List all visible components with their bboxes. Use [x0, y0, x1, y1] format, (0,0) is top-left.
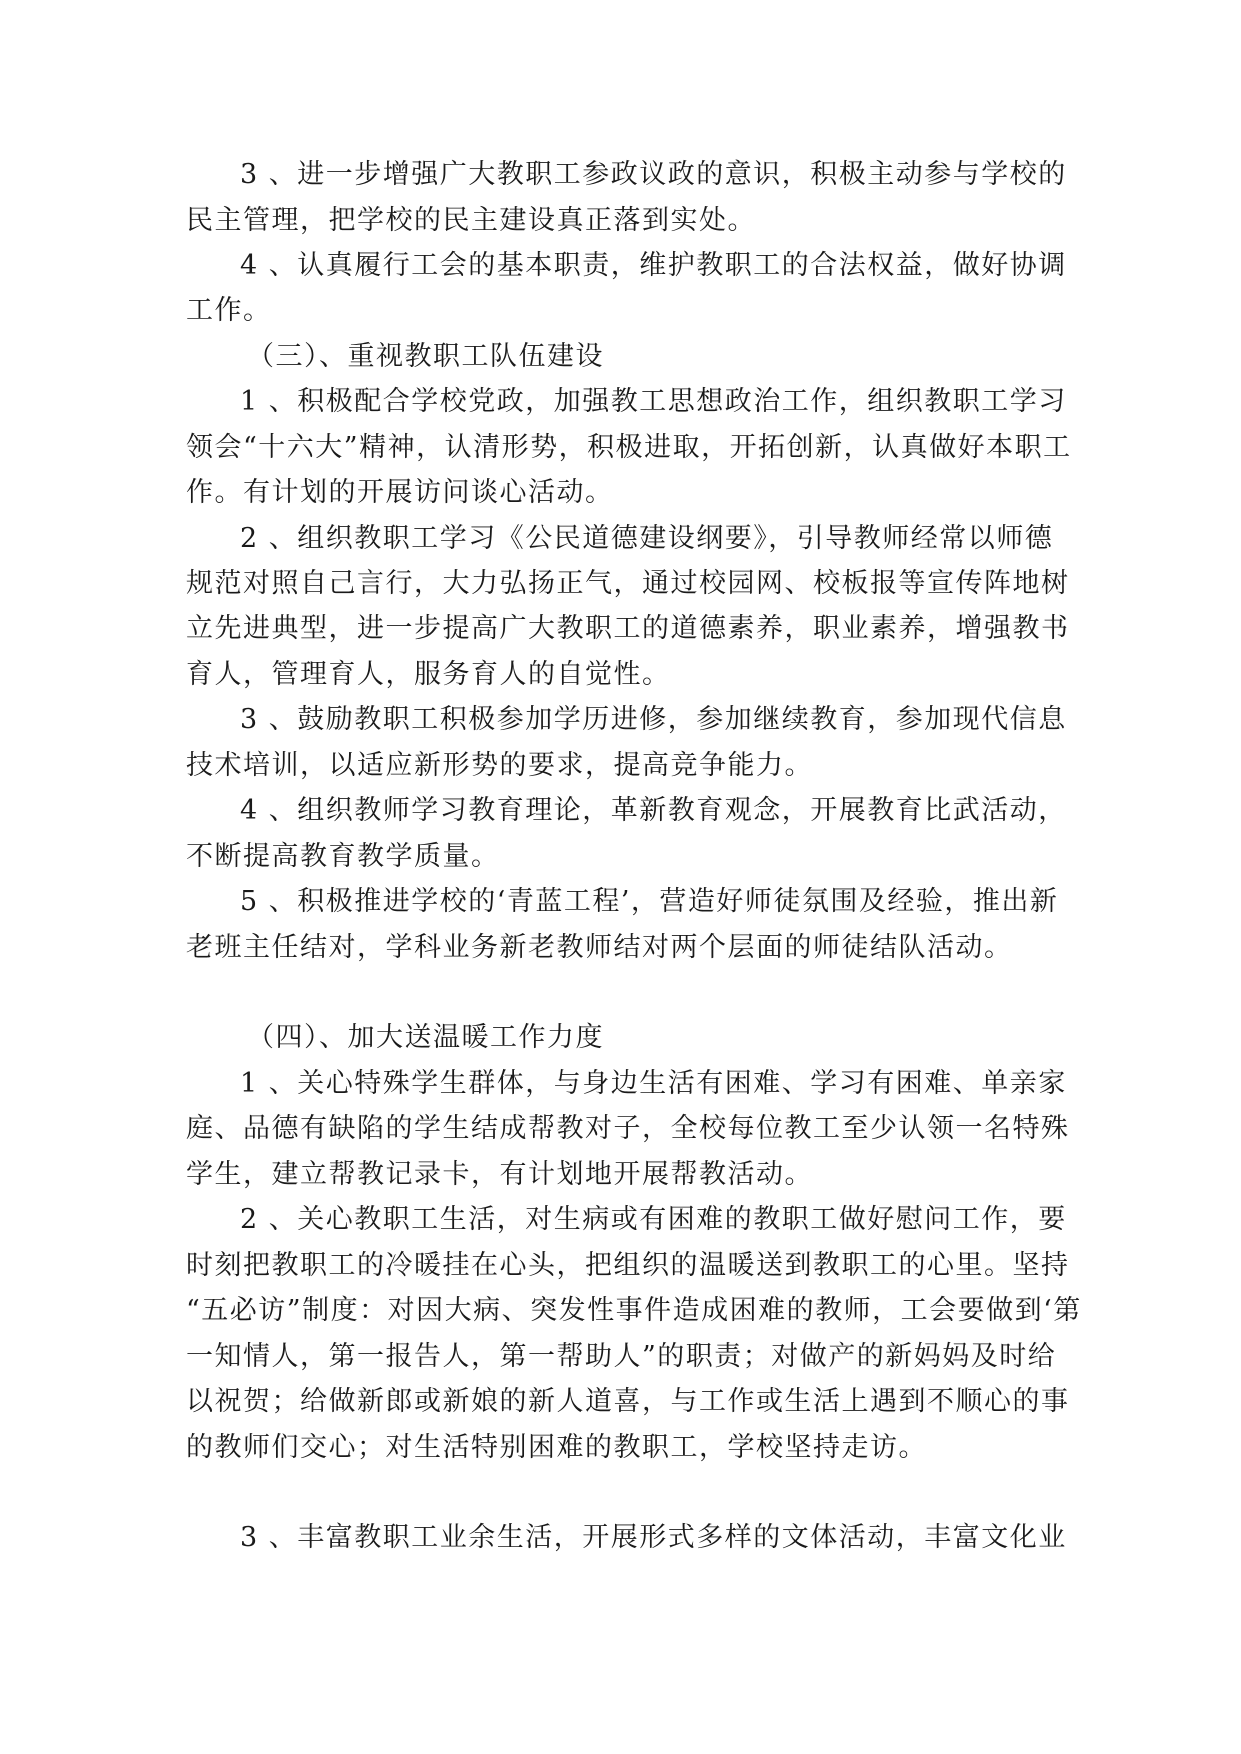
- warmth-item1-line3: 学生，建立帮教记录卡，有计划地开展帮教活动。: [186, 1159, 813, 1190]
- team-item3-line1: 3 、鼓励教职工积极参加学历进修，参加继续教育，参加现代信息: [240, 704, 1067, 735]
- team-item4-line2: 不断提高教育教学质量。: [186, 841, 500, 872]
- team-item1-line2: 领会“十六大”精神，认清形势，积极进取，开拓创新，认真做好本职工: [186, 432, 1072, 463]
- warmth-item2-line4: 一知情人，第一报告人，第一帮助人”的职责；对做产的新妈妈及时给: [186, 1341, 1057, 1372]
- team-item2-line4: 育人，管理育人，服务育人的自觉性。: [186, 659, 671, 690]
- team-item1-line3: 作。有计划的开展访问谈心活动。: [186, 477, 614, 508]
- team-item3-line2: 技术培训，以适应新形势的要求，提高竞争能力。: [186, 750, 813, 781]
- heading-3: （三）、重视教职工队伍建设: [247, 341, 604, 372]
- warmth-item2-line6: 的教师们交心；对生活特别困难的教职工，学校坚持走访。: [186, 1432, 927, 1463]
- team-item2-line1: 2 、组织教职工学习《公民道德建设纲要》，引导教师经常以师德: [240, 523, 1054, 554]
- team-item1-line1: 1 、积极配合学校党政，加强教工思想政治工作，组织教职工学习: [240, 386, 1067, 417]
- team-item5-line1: 5 、积极推进学校的‘青蓝工程’，营造好师徒氛围及经验，推出新: [240, 886, 1059, 917]
- team-item2-line2: 规范对照自己言行，大力弘扬正气，通过校园网、校板报等宣传阵地树: [186, 568, 1070, 599]
- warmth-item1-line1: 1 、关心特殊学生群体，与身边生活有困难、学习有困难、单亲家: [240, 1068, 1067, 1099]
- section3-item4-line1: 4 、认真履行工会的基本职责，维护教职工的合法权益，做好协调: [240, 250, 1067, 281]
- warmth-item3-line1: 3 、丰富教职工业余生活，开展形式多样的文体活动，丰富文化业: [240, 1522, 1067, 1553]
- warmth-item2-line2: 时刻把教职工的冷暖挂在心头，把组织的温暖送到教职工的心里。坚持: [186, 1250, 1070, 1281]
- team-item2-line3: 立先进典型，进一步提高广大教职工的道德素养，职业素养，增强教书: [186, 613, 1070, 644]
- warmth-item1-line2: 庭、品德有缺陷的学生结成帮教对子，全校每位教工至少认领一名特殊: [186, 1113, 1070, 1144]
- warmth-item2-line1: 2 、关心教职工生活，对生病或有困难的教职工做好慰问工作，要: [240, 1204, 1067, 1235]
- section3-item3-line2: 民主管理，把学校的民主建设真正落到实处。: [186, 205, 756, 236]
- section3-item4-line2: 工作。: [186, 295, 272, 326]
- section3-item3-line1: 3 、进一步增强广大教职工参政议政的意识，积极主动参与学校的: [240, 159, 1067, 190]
- team-item4-line1: 4 、组织教师学习教育理论，革新教育观念，开展教育比武活动，: [240, 795, 1067, 826]
- heading-4: （四）、加大送温暖工作力度: [247, 1022, 604, 1053]
- team-item5-line2: 老班主任结对，学科业务新老教师结对两个层面的师徒结队活动。: [186, 932, 1013, 963]
- warmth-item2-line3: “五必访”制度：对因大病、突发性事件造成困难的教师，工会要做到‘第: [186, 1295, 1082, 1326]
- warmth-item2-line5: 以祝贺；给做新郎或新娘的新人道喜，与工作或生活上遇到不顺心的事: [186, 1386, 1070, 1417]
